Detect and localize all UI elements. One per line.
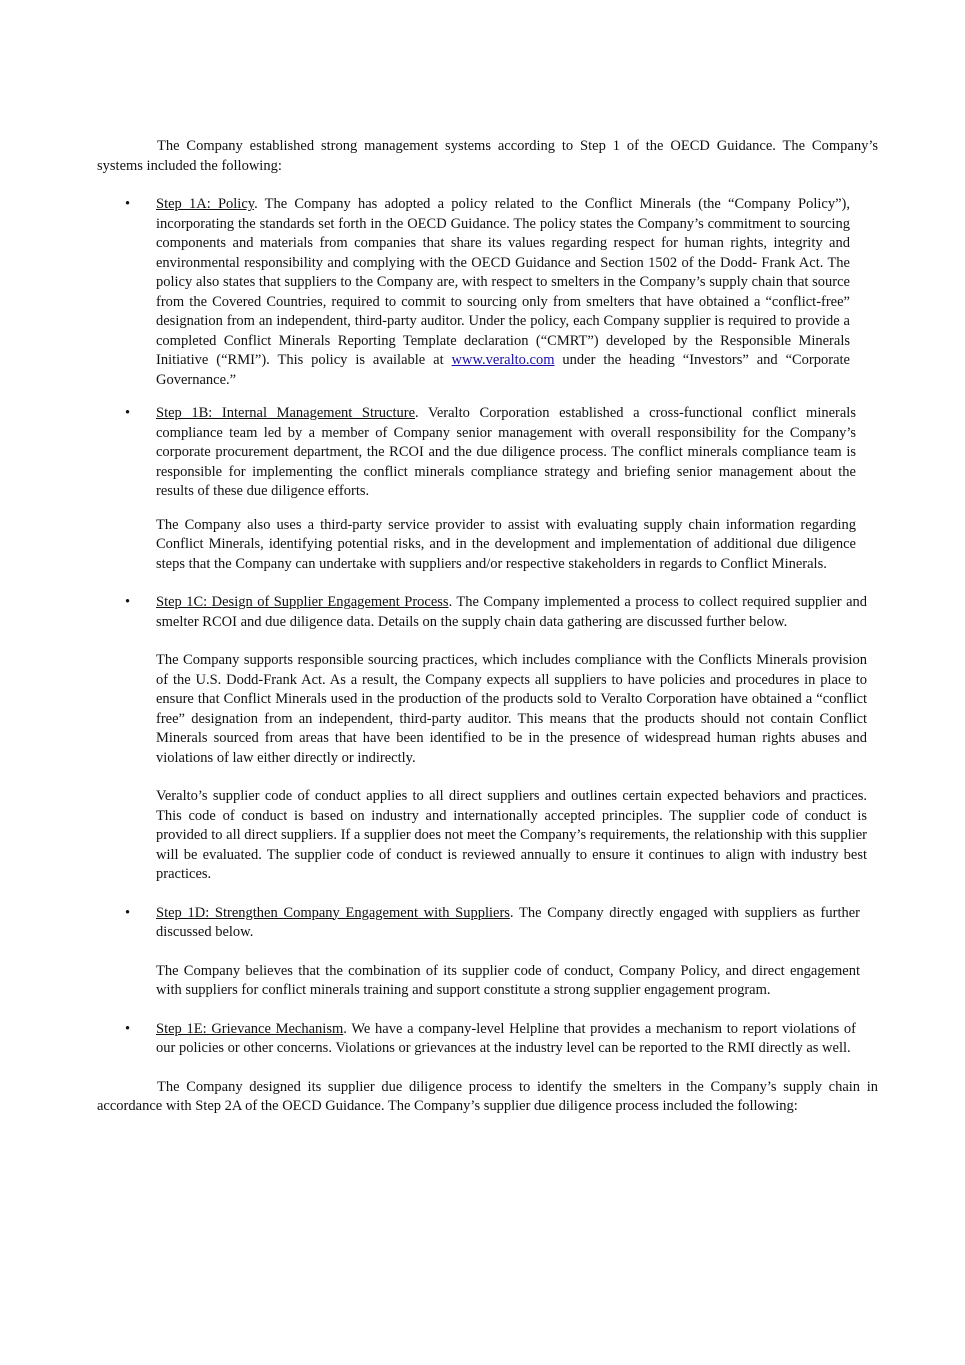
- item-text: . The Company implemented a process to collect required supplier and smelter RCOI and due diligence data. Details on the supply chain data gathering are discussed further below.: [156, 594, 867, 630]
- list-item-step-1a: [97, 195, 878, 390]
- item-paragraph: [156, 904, 860, 943]
- item-heading: Step 1B: Internal Management Structure: [156, 405, 416, 421]
- item-text: . Veralto Corporation established a cross-functional conflict minerals compliance team led by a member of Company senior management with overall responsibility for the Company’s corporate procurement department, the RCOI and the due diligence process. The conflict minerals compliance team is responsible for implementing the conflict minerals compliance strategy and briefing senior management about the results of these due diligence efforts.: [156, 405, 856, 499]
- item-text: . We have a company-level Helpline that provides a mechanism to report violations of our policies or other concerns. Violations or grievances at the industry level can be reported to the RMI directly as well.: [156, 1020, 856, 1056]
- item-paragraph: [156, 404, 856, 502]
- item-heading: Step 1E: Grievance Mechanism: [156, 1020, 344, 1037]
- item-paragraph: The Company believes that the combination of its supplier code of conduct, Company Policy, and direct engagement with suppliers for conflict minerals training and support constitute a strong supplier engagement program.: [156, 962, 860, 998]
- item-text: . The Company has adopted a policy related to the Conflict Minerals (the “Company Policy”), incorporating the standards set forth in the OECD Guidance. The policy states the Company’s commitment to sourcing components and materials from companies that share its values regarding respect for human rights, integrity and environmental responsibility and complying with the OECD Guidance and Section 1502 of the Dodd- Frank Act. The policy also states that suppliers to the Company are, with respect to smelters in the Company’s supply chain that source from the Covered Countries, required to commit to sourcing only from smelters that have obtained a “conflict-free” designation from an independent, third-party auditor. Under the policy, each Company supplier is required to provide a completed Conflict Minerals Reporting Template declaration (“CMRT”) developed by the Responsible Minerals Initiative (“RMI”). This policy is available at: [156, 196, 850, 368]
- list-item-step-1e: [97, 1020, 878, 1059]
- list-item-step-1c: [97, 593, 878, 885]
- bullet-icon: •: [125, 1020, 131, 1037]
- bullet-icon: •: [125, 405, 131, 421]
- item-heading: Step 1C: Design of Supplier Engagement Process: [156, 594, 449, 610]
- list-item-step-1d: [97, 904, 878, 1001]
- item-heading: Step 1A: Policy: [156, 196, 255, 212]
- closing-paragraph: The Company designed its supplier due diligence process to identify the smelters in the Company’s supply chain in accordance with Step 2A of the OECD Guidance. The Company’s supplier due diligence process included the following:: [97, 1078, 878, 1114]
- intro-paragraph: The Company established strong management systems according to Step 1 of the OECD Guidance. The Company’s systems included the following:: [97, 138, 878, 174]
- item-paragraph: [156, 593, 867, 632]
- item-paragraph: The Company supports responsible sourcing practices, which includes compliance with the Conflicts Minerals provision of the U.S. Dodd-Frank Act. As a result, the Company expects all suppliers to have policies and procedures in place to ensure that Conflict Minerals used in the production of the products sold to Veralto Corporation have obtained a “conflict free” designation from an independent, third-party auditor. This means that the products should not contain Conflict Minerals sourced from areas that have been identified to be in the presence of widespread human rights abuses and violations of law either directly or indirectly.: [156, 652, 867, 766]
- bullet-icon: •: [125, 594, 131, 610]
- veralto-link[interactable]: www.veralto.com: [451, 352, 555, 368]
- bullet-icon: •: [125, 904, 131, 921]
- item-paragraph: Veralto’s supplier code of conduct applies to all direct suppliers and outlines certain expected behaviors and practices. This code of conduct is based on industry and internationally accepted principles. The supplier code of conduct is provided to all direct suppliers. If a supplier does not meet the Company’s requirements, the relationship with this supplier will be evaluated. The supplier code of conduct is reviewed annually to ensure it continues to align with industry best practices.: [156, 788, 867, 882]
- bullet-icon: •: [125, 196, 131, 212]
- item-paragraph: The Company also uses a third-party service provider to assist with evaluating supply chain information regarding Conflict Minerals, identifying potential risks, and in the development and implementation of additional due diligence steps that the Company can undertake with suppliers and/or respective stakeholders in regards to Conflict Minerals.: [156, 516, 856, 572]
- item-text: . The Company directly engaged with suppliers as further discussed below.: [156, 904, 860, 940]
- document-page: [97, 137, 878, 1117]
- item-text: under the heading “Investors” and “Corporate Governance.”: [156, 352, 850, 388]
- list-item-step-1b: [97, 404, 878, 574]
- item-paragraph: [156, 1020, 856, 1059]
- item-paragraph: [156, 195, 850, 390]
- item-heading: Step 1D: Strengthen Company Engagement with Suppliers: [156, 904, 510, 921]
